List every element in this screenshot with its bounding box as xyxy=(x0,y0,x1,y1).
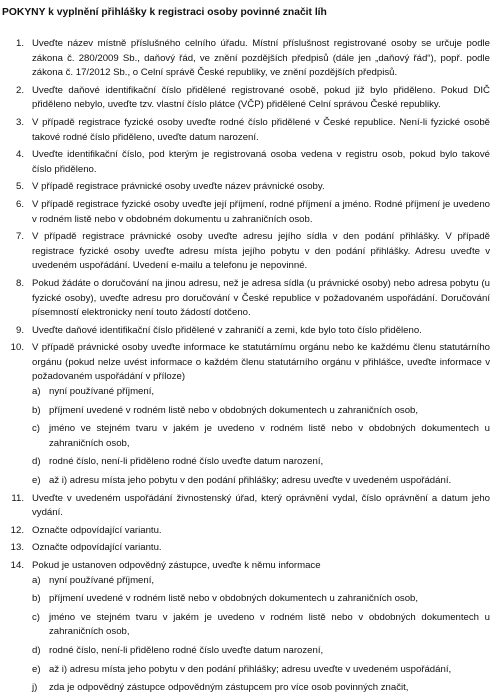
item-number: 7. xyxy=(15,231,24,243)
list-item-3 xyxy=(0,116,500,145)
instructions-list xyxy=(0,37,500,696)
list-item-6 xyxy=(0,198,500,227)
sub-item-letter: b) xyxy=(32,404,41,416)
sub-item-e xyxy=(32,474,490,489)
page-title: POKYNY k vyplnění přihlášky k registraci osoby povinné značit líh xyxy=(2,7,327,18)
item-text: Uveďte daňové identifikační číslo přidělené registrované osobě, pokud již bylo přiděleno. Pokud DIČ přiděleno nebylo, uveďte tzv. vlastní číslo plátce (VČP) přidělené Celní správou České republiky. xyxy=(32,84,490,111)
item-number: 6. xyxy=(15,198,24,210)
sub-item-text: až i) adresu místa jeho pobytu v den podání přihlášky; adresu uveďte v uvedeném uspořádání, xyxy=(49,663,452,675)
sub-item-b xyxy=(32,404,490,419)
sub-item-letter: d) xyxy=(32,456,41,468)
sub-item-text: až i) adresu místa jeho pobytu v den podání přihlášky; adresu uveďte v uvedeném uspořádání. xyxy=(49,475,452,487)
list-item-2 xyxy=(0,84,500,113)
item-text: Označte odpovídající variantu. xyxy=(32,524,162,536)
sub-item-j xyxy=(32,681,490,696)
list-item-14 xyxy=(0,559,500,696)
sub-item-text: zda je odpovědný zástupce odpovědným zástupcem pro více osob povinných značit, xyxy=(49,682,409,694)
list-item-11 xyxy=(0,492,500,521)
item-text: V případě registrace právnické osoby uveďte adresu jejího sídla v den podání přihlášky. V případě registrace fyzické osoby uveďte adresu místa jejího pobytu v den podání přihlášky. Adresu uveďte v uvedeném uspořádání. Uvedení e-mailu a telefonu je nepovinné. xyxy=(32,231,490,272)
item-number: 9. xyxy=(15,324,24,336)
item-number: 5. xyxy=(15,181,24,193)
sub-item-a xyxy=(32,574,490,589)
sub-item-text: jméno ve stejném tvaru v jakém je uvedeno v rodném listě nebo v obdobných dokumentech u zahraničních osob, xyxy=(49,611,490,638)
list-item-7 xyxy=(0,230,500,274)
item-text: Uveďte identifikační číslo, pod kterým je registrovaná osoba vedena v registru osob, pokud bylo takové číslo přiděleno. xyxy=(32,149,490,175)
item-number: 1. xyxy=(15,38,24,49)
item-number: 8. xyxy=(15,277,24,289)
sub-item-text: příjmení uvedené v rodném listě nebo v obdobných dokumentech u zahraničních osob, xyxy=(49,593,419,605)
list-item-10 xyxy=(0,341,500,488)
list-item-5 xyxy=(0,180,500,195)
item-text: V případě právnické osoby uveďte informace ke statutárnímu orgánu nebo ke každému členu statutárního orgánu (pokud nelze uvést informace o každém členu statutárního orgánu v přihlášce, uveďte informace v požadovaném uspořádání v příloze) xyxy=(32,342,490,383)
item-number: 14. xyxy=(10,560,24,571)
sub-item-letter: a) xyxy=(32,386,41,398)
item-text: V případě registrace fyzické osoby uveďte její příjmení, rodné příjmení a jméno. Rodné příjmení je uvedeno v rodném listě nebo v obdobném dokumentu u zahraničních osob. xyxy=(32,198,490,225)
sub-item-letter: b) xyxy=(32,593,41,605)
list-item-9 xyxy=(0,324,500,339)
sub-item-text: nyní používané příjmení, xyxy=(49,386,155,398)
list-item-4 xyxy=(0,148,500,177)
item-number: 2. xyxy=(15,84,24,96)
sub-item-text: příjmení uvedené v rodném listě nebo v obdobných dokumentech u zahraničních osob, xyxy=(49,404,419,416)
item-text: Pokud je ustanoven odpovědný zástupce, uveďte k němu informace xyxy=(32,560,321,571)
item-text: Pokud žádáte o doručování na jinou adresu, než je adresa sídla (u právnické osoby) nebo adresa pobytu (u fyzické osoby), uveďte adresu pro doručování v České republice v požadovaném uspořádání. Doručování písemností elektronicky není touto žádostí dotčeno. xyxy=(32,277,490,319)
sub-item-letter: e) xyxy=(32,475,41,487)
sub-item-letter: e) xyxy=(32,663,41,675)
sub-item-letter: d) xyxy=(32,644,41,656)
sub-item-c xyxy=(32,422,490,451)
sub-item-b xyxy=(32,592,490,607)
sub-item-letter: a) xyxy=(32,574,41,586)
list-item-1 xyxy=(0,37,500,81)
item-number: 3. xyxy=(15,116,24,128)
list-item-12 xyxy=(0,524,500,539)
item-text: V případě registrace právnické osoby uveďte název právnické osoby. xyxy=(32,181,325,193)
list-item-13 xyxy=(0,541,500,556)
item-number: 13. xyxy=(10,542,24,554)
item-text: Označte odpovídající variantu. xyxy=(32,542,162,554)
item-number: 4. xyxy=(15,149,24,161)
item-number: 11. xyxy=(11,492,24,504)
sub-item-letter: c) xyxy=(32,423,40,435)
sub-item-d xyxy=(32,455,490,470)
item-text: Uveďte daňové identifikační číslo přidělené v zahraničí a zemi, kde bylo toto číslo přiděleno. xyxy=(32,324,422,336)
sub-item-text: nyní používané příjmení, xyxy=(49,574,155,586)
sub-item-e xyxy=(32,663,490,678)
item-text: V případě registrace fyzické osoby uveďte rodné číslo přidělené v České republice. Není-li fyzické osobě takové rodné číslo přiděleno, uveďte datum narození. xyxy=(32,116,490,143)
sub-item-d xyxy=(32,644,490,659)
sub-item-text: rodné číslo, není-li přiděleno rodné číslo uveďte datum narození, xyxy=(49,644,324,656)
item-text: Uveďte v uvedeném uspořádání živnostenský úřad, který oprávnění vydal, číslo oprávnění a datum jeho vydání. xyxy=(32,492,490,519)
sub-item-text: rodné číslo, není-li přiděleno rodné číslo uveďte datum narození, xyxy=(49,456,324,468)
list-item-8 xyxy=(0,277,500,321)
sub-item-a xyxy=(32,385,490,400)
item-number: 12. xyxy=(10,524,24,536)
item-text: Uveďte název místně příslušného celního úřadu. Místní příslušnost registrované osoby se určuje podle zákona č. 280/2009 Sb., daňový řád, ve znění pozdějších předpisů (dále jen „daňový řád“), popř. podle zákona č. 17/2012 Sb., o Celní správě České republiky, ve znění pozdějších předpisů. xyxy=(32,38,490,79)
sub-item-text: jméno ve stejném tvaru v jakém je uvedeno v rodném listě nebo v obdobných dokumentech u zahraničních osob, xyxy=(49,423,490,449)
sub-item-letter: c) xyxy=(32,611,40,623)
item-number: 10. xyxy=(10,342,24,354)
sub-item-c xyxy=(32,611,490,640)
sub-item-letter: j) xyxy=(32,682,38,694)
